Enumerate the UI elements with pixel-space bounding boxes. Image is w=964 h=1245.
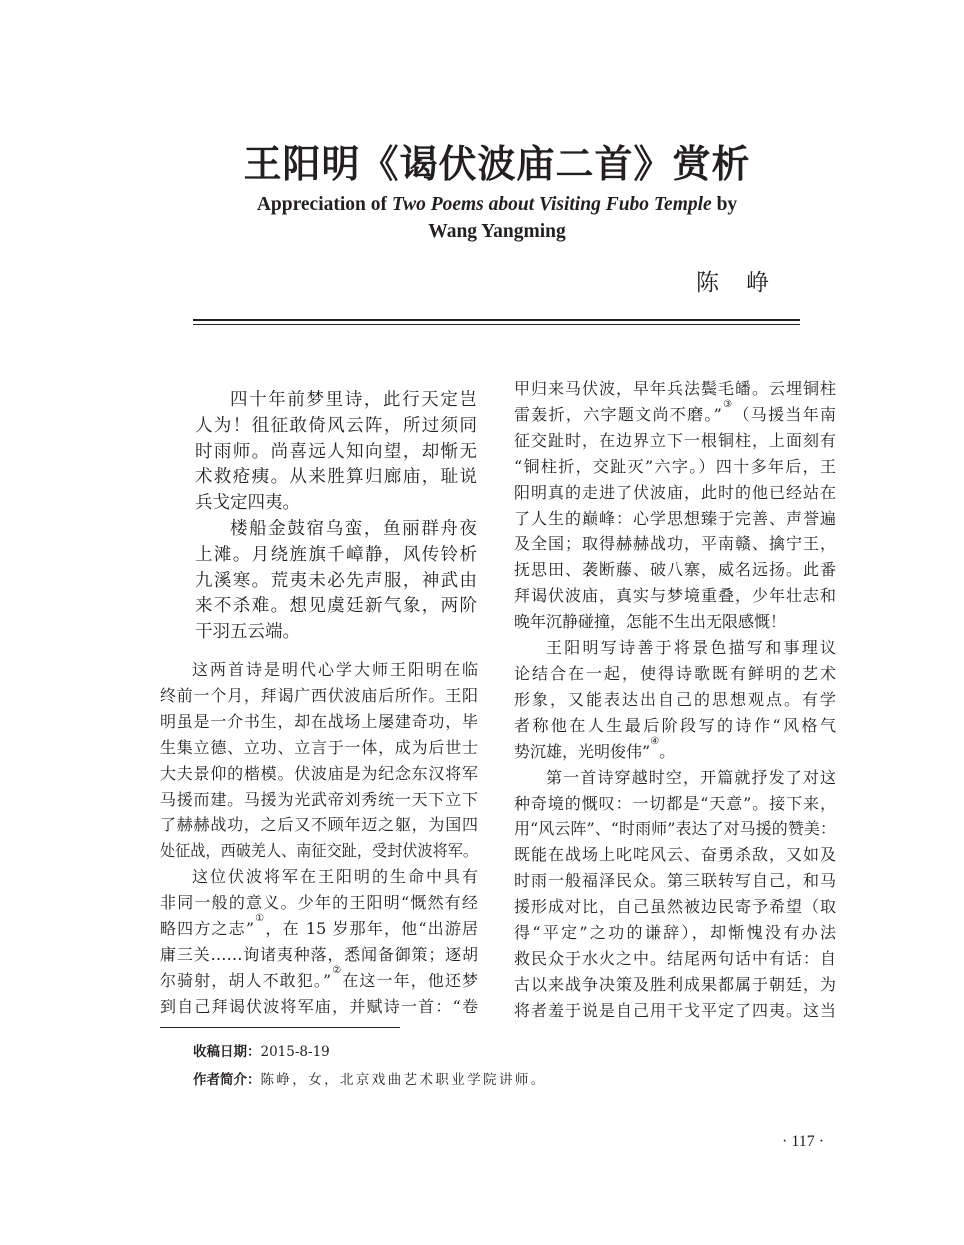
text-line: “铜柱折，交趾灭”六字。）四十多年后，王: [514, 456, 836, 476]
text-line: 终前一个月，拜谒广西伏波庙后所作。王阳: [160, 685, 478, 705]
footnote-divider: [160, 1027, 400, 1028]
left-column-body: [160, 657, 478, 1020]
text-line: 这位伏波将军在王阳明的生命中具有: [192, 867, 478, 887]
text-line: 术救疮痍。从来胜算归廊庙，耻说: [195, 467, 477, 488]
text-line: 古以来战争决策及胜利成果都属于朝廷，为: [514, 974, 836, 994]
paragraph: [160, 864, 478, 1019]
english-title-italic: Two Poems about Visiting Fubo Temple: [391, 194, 712, 215]
text-line: 者称他在人生最后阶段写的诗作“风格气: [514, 715, 836, 735]
received-date-label: 收稿日期：: [193, 1044, 261, 1060]
text-line: 晚年沉静碰撞，怎能不生出无限感慨！: [514, 612, 787, 632]
text-line: 既能在战场上叱咤风云、奋勇杀敌，又如及: [514, 845, 836, 865]
text-line: 处征战，西破羌人、南征交趾，受封伏波将军。: [160, 841, 479, 861]
header-divider: [193, 319, 800, 325]
author-name: 陈 峥: [696, 270, 780, 296]
text-line: 四十年前梦里诗，此行天定岂: [230, 390, 477, 410]
text-line: 王阳明写诗善于将景色描写和事理议: [546, 638, 836, 658]
text-segment: 势沉雄，光明俊伟”: [514, 741, 651, 761]
text-line: 来不杀难。想见虞廷新气象，两阶: [195, 596, 477, 617]
text-line: 庸三关……询诸夷种落，悉闻备御策；逐胡: [160, 944, 478, 964]
text-line: 及全国；取得赫赫战功，平南赣、擒宁王，: [514, 534, 836, 554]
text-segment: 。: [659, 741, 676, 761]
text-line: 干羽五云端。: [195, 622, 300, 643]
footnote-marker: ②: [331, 964, 343, 976]
poem: [195, 517, 477, 646]
text-segment: 在这一年，他还梦: [342, 970, 479, 990]
text-line: 用“风云阵”、“时雨师”表达了对马援的赞美：: [514, 819, 836, 839]
text-line: 阳明真的走进了伏波庙，此时的他已经站在: [514, 482, 836, 502]
paragraph: [160, 657, 478, 864]
paragraph: [514, 635, 836, 765]
text-line: 非同一般的意义。少年的王阳明“慨然有经: [160, 893, 478, 913]
text-line: 第一首诗穿越时空，开篇就抒发了对这: [546, 767, 836, 787]
text-line: 人为！徂征敢倚风云阵，所过须同: [195, 415, 477, 436]
text-line: 征交趾时，在边界立下一根铜柱，上面刻有: [514, 430, 836, 450]
text-segment: 雷轰折，六字题文尚不磨。”: [514, 404, 722, 424]
text-line: 到自己拜谒伏波将军庙，并赋诗一首：“卷: [160, 996, 478, 1016]
english-title-suffix: by: [711, 194, 738, 215]
text-line: 抚思田、袭断藤、破八寨，威名远扬。此番: [514, 560, 836, 580]
text-line: 将者羞于说是自己用干戈平定了四夷。这当: [514, 1000, 836, 1020]
received-date-note: [193, 1043, 330, 1061]
footnote-marker: ①: [254, 913, 266, 925]
text-line: 时雨一般福泽民众。第三联转写自己，和马: [514, 871, 836, 891]
text-line: 兵戈定四夷。: [195, 493, 300, 514]
text-line: 大夫景仰的楷模。伏波庙是为纪念东汉将军: [160, 763, 478, 783]
text-segment: （马援当年南: [733, 404, 837, 424]
text-line: [160, 964, 479, 994]
text-line: 时雨师。尚喜远人知向望，却惭无: [195, 441, 477, 462]
text-line: [160, 913, 478, 942]
text-line: [514, 398, 837, 428]
page-number: · 117 ·: [782, 1133, 825, 1150]
text-line: 生集立德、立功、立言于一体，成为后世士: [160, 737, 478, 757]
text-segment: 尔骑射，胡人不敢犯。”: [160, 970, 332, 990]
author-bio-value: 陈峥，女，北京戏曲艺术职业学院讲师。: [260, 1072, 547, 1088]
text-line: 马援而建。马援为光武帝刘秀统一天下立下: [160, 789, 478, 809]
text-line: 种奇境的慨叹：一切都是“天意”。接下来，: [514, 793, 836, 813]
english-title: [147, 191, 847, 245]
paragraph: [514, 376, 836, 635]
text-segment: 略四方之志”: [160, 919, 255, 939]
english-title-prefix: Appreciation of: [256, 194, 392, 215]
text-line: 这两首诗是明代心学大师王阳明在临: [192, 660, 478, 679]
author-bio-label: 作者简介：: [193, 1072, 261, 1088]
article-title: 王阳明《谒伏波庙二首》赏析: [243, 141, 751, 186]
text-line: 援形成对比，自己虽然被边民寄予希望（取: [514, 897, 836, 917]
author-bio-note: [193, 1071, 547, 1089]
poem-block: [195, 388, 477, 646]
text-line: 得“平定”之功的谦辞），却惭愧没有办法: [514, 923, 836, 943]
text-line: 楼船金鼓宿乌蛮，鱼丽群舟夜: [230, 518, 477, 539]
text-line: 了赫赫战功，之后又不顾年迈之躯，为国四: [160, 815, 478, 835]
text-line: 上滩。月绕旌旗千嶂静，风传铃析: [195, 544, 477, 565]
text-line: 九溪寒。荒夷未必先声服，神武由: [195, 570, 477, 591]
text-line: 了人生的巅峰：心学思想臻于完善、声誉遍: [514, 508, 836, 528]
received-date-value: 2015-8-19: [260, 1044, 330, 1060]
text-line: 甲归来马伏波，早年兵法鬓毛皤。云埋铜柱: [514, 379, 836, 398]
text-line: 救民众于水火之中。结尾两句话中有话：自: [514, 948, 836, 968]
poem: [195, 388, 477, 517]
footnote-marker: ③: [721, 398, 734, 410]
text-line: [514, 735, 836, 765]
text-segment: ，在 15 岁那年，他“出游居: [265, 919, 478, 939]
footnote-marker: ④: [650, 735, 660, 747]
text-line: 明虽是一介书生，却在战场上屡建奇功，毕: [160, 711, 478, 731]
right-column-body: [514, 376, 836, 1024]
text-line: 形象，又能表达出自己的思想观点。有学: [514, 689, 836, 709]
text-line: 论结合在一起，使得诗歌既有鲜明的艺术: [514, 663, 836, 683]
english-title-line2: Wang Yangming: [428, 221, 566, 242]
paragraph: [514, 765, 836, 1024]
text-line: 拜谒伏波庙，真实与梦境重叠，少年壮志和: [514, 586, 836, 606]
